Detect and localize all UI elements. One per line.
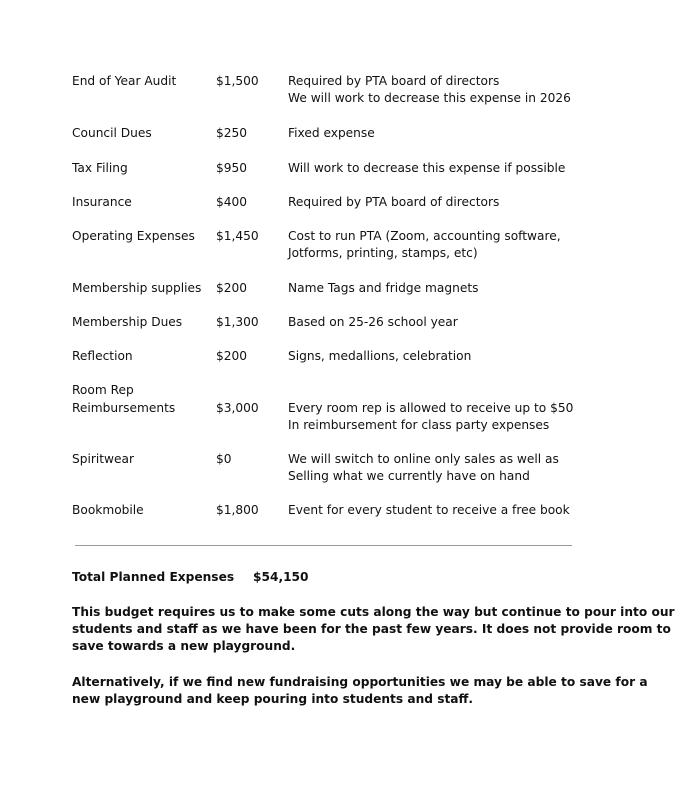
paragraph-line: new playground and keep pouring into students and staff. xyxy=(72,692,474,706)
alternative-paragraph xyxy=(72,674,648,708)
paragraph-line: This budget requires us to make some cuts along the way but continue to pour into our xyxy=(72,605,675,619)
expense-name: Spiritwear xyxy=(72,452,134,466)
expense-amount: $200 xyxy=(216,281,248,295)
expense-name: Bookmobile xyxy=(72,503,144,517)
expense-note: We will switch to online only sales as well as xyxy=(288,452,559,466)
expense-name: Membership supplies xyxy=(72,281,202,295)
expense-note: Cost to run PTA (Zoom, accounting software, xyxy=(288,229,561,243)
expense-amount: $950 xyxy=(216,161,248,175)
expense-name: Room Rep xyxy=(72,383,134,397)
expense-note: Will work to decrease this expense if possible xyxy=(288,161,566,175)
paragraph-line: save towards a new playground. xyxy=(72,639,296,653)
expense-note: Fixed expense xyxy=(288,126,375,140)
expense-amount: $0 xyxy=(216,452,232,466)
expense-amount: $1,500 xyxy=(216,74,259,88)
expense-amount: $3,000 xyxy=(216,401,259,415)
expense-note: Signs, medallions, celebration xyxy=(288,349,472,363)
expense-name: Membership Dues xyxy=(72,315,183,329)
expense-note: Required by PTA board of directors xyxy=(288,195,500,209)
expense-name-line2: Reimbursements xyxy=(72,401,176,415)
expense-note: Required by PTA board of directors xyxy=(288,74,500,88)
expense-note: Name Tags and fridge magnets xyxy=(288,281,479,295)
expense-amount: $200 xyxy=(216,349,248,363)
paragraph-line: students and staff as we have been for the past few years. It does not provide room to xyxy=(72,622,671,636)
expense-note: Selling what we currently have on hand xyxy=(288,469,530,483)
divider xyxy=(75,545,572,546)
expense-amount: $250 xyxy=(216,126,248,140)
total-label: Total Planned Expenses xyxy=(72,570,235,584)
expense-note: In reimbursement for class party expenses xyxy=(288,418,550,432)
paragraph-line: Alternatively, if we find new fundraising opportunities we may be able to save for a xyxy=(72,675,648,689)
expense-name: Reflection xyxy=(72,349,133,363)
expense-amount: $400 xyxy=(216,195,248,209)
expense-name: Council Dues xyxy=(72,126,152,140)
expense-name: Tax Filing xyxy=(72,161,128,175)
expense-note: Every room rep is allowed to receive up to $50 xyxy=(288,401,574,415)
expense-amount: $1,450 xyxy=(216,229,259,243)
expense-name: Operating Expenses xyxy=(72,229,195,243)
total-value: $54,150 xyxy=(253,570,309,584)
expense-note: Jotforms, printing, stamps, etc) xyxy=(288,246,478,260)
expense-amount: $1,800 xyxy=(216,503,259,517)
expense-note: Event for every student to receive a free book xyxy=(288,503,570,517)
expense-name: End of Year Audit xyxy=(72,74,177,88)
expense-name: Insurance xyxy=(72,195,132,209)
expense-note: We will work to decrease this expense in 2026 xyxy=(288,91,571,105)
expense-note: Based on 25-26 school year xyxy=(288,315,458,329)
expense-amount: $1,300 xyxy=(216,315,259,329)
summary-paragraph xyxy=(72,604,675,655)
